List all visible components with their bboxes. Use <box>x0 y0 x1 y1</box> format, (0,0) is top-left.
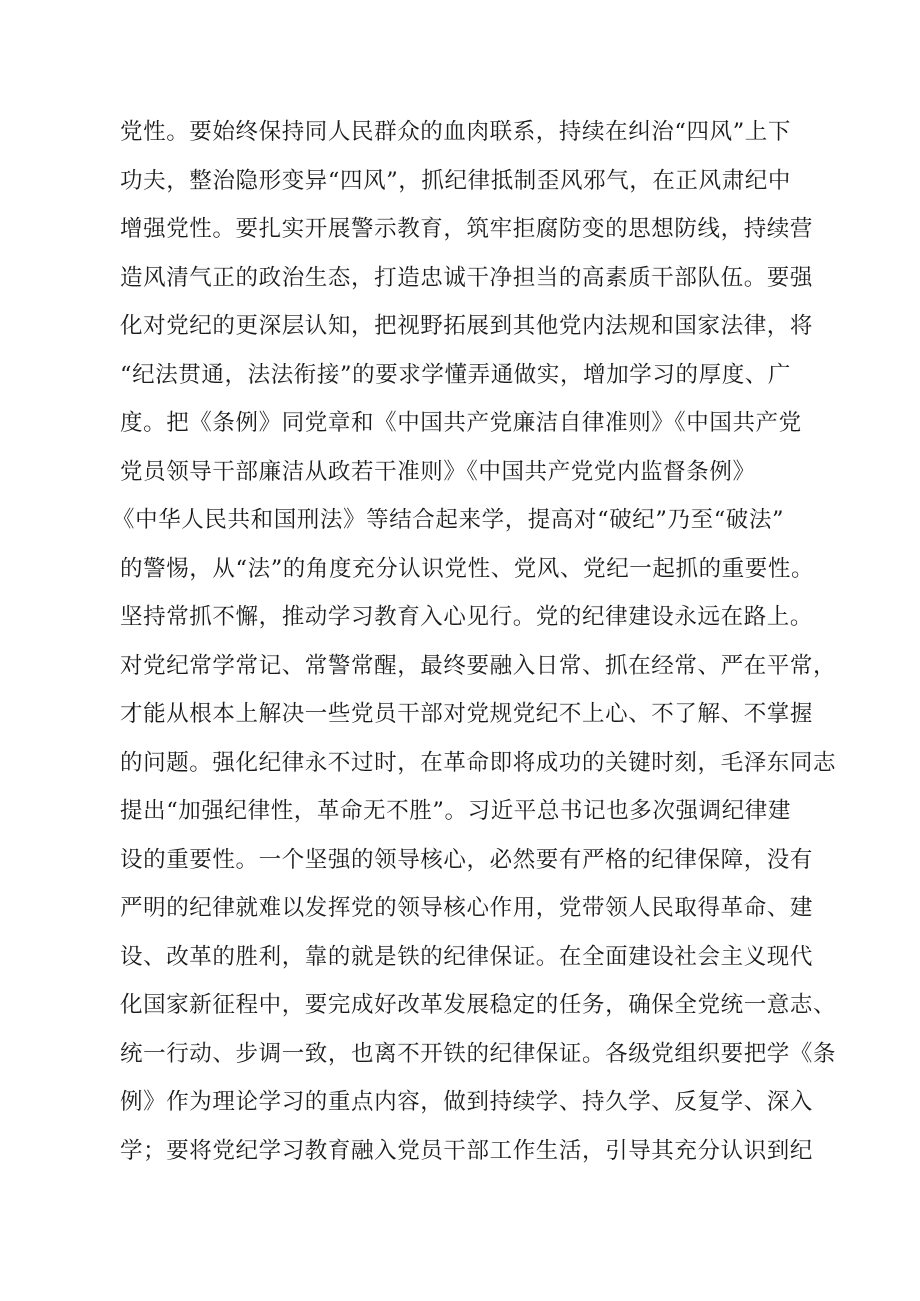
text-line-9: 《中华人民共和国刑法》等结合起来学，提高对“破纪”乃至“破法” <box>112 507 785 533</box>
text-line-10: 的警惕，从“法”的角度充分认识党性、党风、党纪一起抓的重要性。 <box>120 555 815 582</box>
text-line-14: 的问题。强化纪律永不过时，在革命即将成功的关键时刻，毛泽东同志 <box>120 749 837 776</box>
text-line-22: 学；要将党纪学习教育融入党员干部工作生活，引导其充分认识到纪 <box>120 1137 814 1164</box>
text-line-19: 化国家新征程中，要完成好改革发展稳定的任务，确保全党统一意志、 <box>120 992 837 1018</box>
text-line-15: 提出“加强纪律性，革命无不胜”。习近平总书记也多次强调纪律建 <box>120 798 792 824</box>
text-line-1: 党性。要始终保持同人民群众的血肉联系，持续在纠治“四风”上下 <box>120 119 792 145</box>
text-line-12: 对党纪常学常记、常警常醒，最终要融入日常、抓在经常、严在平常， <box>120 652 837 679</box>
body-text <box>112 108 837 1175</box>
text-line-11: 坚持常抓不懈，推动学习教育入心见行。党的纪律建设永远在路上。 <box>120 604 814 630</box>
text-line-7: 度。把《条例》同党章和《中国共产党廉洁自律准则》《中国共产党 <box>120 410 802 436</box>
text-line-18: 设、改革的胜利，靠的就是铁的纪律保证。在全面建设社会主义现代 <box>120 943 814 970</box>
text-line-17: 严明的纪律就难以发挥党的领导核心作用，党带领人民取得革命、建 <box>120 895 814 921</box>
text-line-2: 功夫，整治隐形变异“四风”，抓纪律抵制歪风邪气，在正风肃纪中 <box>120 167 792 194</box>
text-line-4: 造风清气正的政治生态，打造忠诚干净担当的高素质干部队伍。要强 <box>120 264 814 291</box>
text-line-3: 增强党性。要扎实开展警示教育，筑牢拒腐防变的思想防线，持续营 <box>120 216 814 242</box>
text-line-21: 例》作为理论学习的重点内容，做到持续学、持久学、反复学、深入 <box>120 1089 814 1115</box>
text-line-13: 才能从根本上解决一些党员干部对党规党纪不上心、不了解、不掌握 <box>120 701 814 727</box>
text-line-8: 党员领导干部廉洁从政若干准则》《中国共产党党内监督条例》 <box>120 458 756 485</box>
text-line-6: “纪法贯通，法法衔接”的要求学懂弄通做实，增加学习的厚度、广 <box>120 361 792 388</box>
text-line-16: 设的重要性。一个坚强的领导核心，必然要有严格的纪律保障，没有 <box>120 846 814 873</box>
text-line-5: 化对党纪的更深层认知，把视野拓展到其他党内法规和国家法律，将 <box>120 313 814 339</box>
text-line-20: 统一行动、步调一致，也离不开铁的纪律保证。各级党组织要把学《条 <box>120 1040 837 1067</box>
